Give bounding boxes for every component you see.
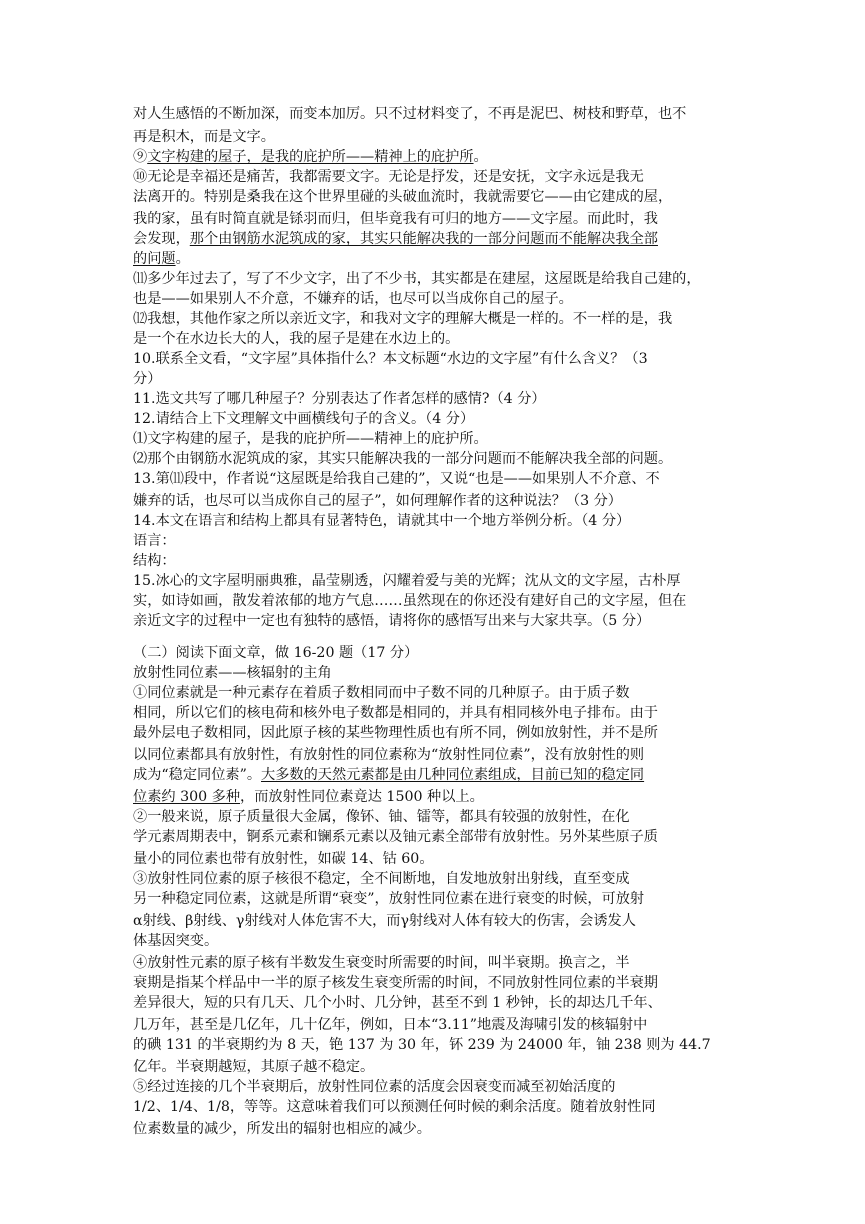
text-run: 分） — [133, 371, 162, 387]
text-line — [133, 511, 733, 531]
text-line — [133, 551, 733, 571]
text-run: 亲近文字的过程中一定也有独特的感悟，请将你的感悟写出来与大家共享。（5 分） — [133, 613, 651, 629]
underlined-text: 的问题 — [133, 251, 176, 267]
underlined-text: 那个由钢筋水泥筑成的家，其实只能解决我的一部分问题而不能解决我全部 — [189, 231, 658, 247]
text-run: 几万年，甚至是几亿年，几十亿年，例如，日本“3.11”地震及海啸引发的核辐射中 — [133, 1017, 648, 1033]
text-run: 亿年。半衰期越短，其原子越不稳定。 — [133, 1059, 375, 1075]
text-run: ⑴文字构建的屋子，是我的庇护所——精神上的庇护所。 — [133, 431, 488, 447]
text-line — [133, 953, 733, 973]
text-line — [133, 643, 733, 663]
text-run: 12.请结合上下文理解文中画横线句子的含义。（4 分） — [133, 411, 475, 427]
text-line — [133, 973, 733, 993]
underlined-text: 位素约 300 多种 — [133, 789, 241, 805]
text-run: 14.本文在语言和结构上都具有显著特色，请就其中一个地方举例分析。（4 分） — [133, 513, 631, 529]
text-run: 实，如诗如画，散发着浓郁的地方气息……虽然现在的你还没有建好自己的文字屋，但在 — [133, 593, 687, 609]
text-line — [133, 683, 733, 703]
text-run: 量小的同位素也带有放射性，如碳 14、钴 60。 — [133, 851, 434, 867]
text-run: ⑩无论是幸福还是痛苦，我都需要文字。无论是抒发，还是安抚，文字永远是我无 — [133, 169, 644, 185]
text-line — [133, 703, 733, 723]
text-run: ④放射性元素的原子核有半数发生衰变时所需要的时间，叫半衰期。换言之，半 — [133, 955, 630, 971]
text-run: 11.选文共写了哪几种屋子？分别表达了作者怎样的感情?（4 分） — [133, 391, 546, 407]
text-line — [133, 389, 733, 409]
text-line — [133, 369, 733, 389]
text-line — [133, 531, 733, 551]
text-line — [133, 249, 733, 269]
text-line — [133, 663, 733, 683]
text-line — [133, 1077, 733, 1097]
text-line — [133, 827, 733, 847]
text-run: ⑾多少年过去了，写了不少文字，出了不少书，其实都是在建屋，这屋既是给我自己建的， — [133, 271, 701, 287]
text-line — [133, 104, 733, 124]
text-line — [133, 745, 733, 765]
text-line — [133, 1097, 733, 1117]
text-line — [133, 449, 733, 469]
text-run: 对人生感悟的不断加深，而变本加厉。只不过材料变了，不再是泥巴、树枝和野草，也不 — [133, 106, 687, 122]
text-run: 13.第⑾段中，作者说“这屋既是给我自己建的”，又说“也是——如果别人不介意、不 — [133, 471, 660, 487]
text-run: 体基因突变。 — [133, 933, 219, 949]
text-run: 以同位素都具有放射性，有放射性的同位素称为“放射性同位素”，没有放射性的则 — [133, 747, 645, 763]
text-line — [133, 723, 733, 743]
text-line — [133, 571, 733, 591]
text-line — [133, 611, 733, 631]
text-run: ①同位素就是一种元素存在着质子数相同而中子数不同的几种原子。由于质子数 — [133, 685, 630, 701]
text-line — [133, 269, 733, 289]
text-run: 放射性同位素——核辐射的主角 — [133, 665, 332, 681]
text-run: 相同，所以它们的核电荷和核外电子数都是相同的，并具有相同核外电子排布。由于 — [133, 705, 658, 721]
text-line — [133, 591, 733, 611]
text-run: ⑿我想，其他作家之所以亲近文字，和我对文字的理解大概是一样的。不一样的是，我 — [133, 311, 673, 327]
text-run: 法离开的。特别是桑我在这个世界里碰的头破血流时，我就需要它——由它建成的屋， — [133, 189, 673, 205]
text-run: ③放射性同位素的原子核很不稳定，全不间断地，自发地放射出射线，直至变成 — [133, 871, 630, 887]
text-run: 是一个在水边长大的人，我的屋子是建在水边上的。 — [133, 331, 460, 347]
text-run: 。 — [175, 251, 190, 267]
text-line — [133, 993, 733, 1013]
text-run: 1/2、1/4、1/8，等等。这意味着我们可以预测任何时候的剩余活度。随着放射性同 — [133, 1099, 656, 1115]
text-line — [133, 931, 733, 951]
text-run: 结构： — [133, 553, 176, 569]
text-line — [133, 1057, 733, 1077]
text-line — [133, 889, 733, 909]
text-line — [133, 1015, 733, 1035]
text-run: 15.冰心的文字屋明丽典雅，晶莹剔透，闪耀着爱与美的光辉；沈从文的文字屋，古朴厚 — [133, 573, 681, 589]
text-run: 再是积木，而是文字。 — [133, 129, 275, 145]
text-run: ②一般来说，原子质量很大金属，像钚、铀、镭等，都具有较强的放射性，在化 — [133, 809, 630, 825]
text-run: 语言： — [133, 533, 176, 549]
text-line — [133, 229, 733, 249]
text-run: ⑤经过连接的几个半衰期后，放射性同位素的活度会因衰变而减至初始活度的 — [133, 1079, 616, 1095]
text-run: ⑨ — [133, 149, 148, 165]
text-run: 最外层电子数相同，因此原子核的某些物理性质也有所不同，例如放射性，并不是所 — [133, 725, 658, 741]
text-run: 我的家，虽有时简直就是铩羽而归，但毕竟我有可归的地方——文字屋。而此时，我 — [133, 211, 658, 227]
text-run: 学元素周期表中，锕系元素和镧系元素以及铀元素全部带有放射性。另外某些原子质 — [133, 829, 658, 845]
text-line — [133, 127, 733, 147]
text-line — [133, 1119, 733, 1139]
text-run: α射线、β射线、γ射线对人体危害不大，而γ射线对人体有较大的伤害，会诱发人 — [133, 913, 636, 929]
text-run: 衰期是指某个样品中一半的原子核发生衰变所需的时间，不同放射性同位素的半衰期 — [133, 975, 658, 991]
text-line — [133, 289, 733, 309]
text-line — [133, 167, 733, 187]
text-line — [133, 329, 733, 349]
text-line — [133, 849, 733, 869]
text-line — [133, 349, 733, 369]
text-run: 位素数量的减少，所发出的辐射也相应的减少。 — [133, 1121, 431, 1137]
text-line — [133, 409, 733, 429]
text-run: 成为“稳定同位素”。 — [133, 767, 262, 783]
text-line — [133, 491, 733, 511]
text-line — [133, 309, 733, 329]
text-run: 嫌弃的话，也尽可以当成你自己的屋子”，如何理解作者的这种说法？（3 分） — [133, 493, 622, 509]
text-run: 另一种稳定同位素，这就是所谓“衰变”，放射性同位素在进行衰变的时候，可放射 — [133, 891, 645, 907]
text-run: 。 — [473, 149, 488, 165]
text-line — [133, 209, 733, 229]
text-run: 10.联系全文看，“文字屋”具体指什么？本文标题“水边的文字屋”有什么含义？（3 — [133, 351, 648, 367]
underlined-text: 大多数的天然元素都是由几种同位素组成，目前已知的稳定同 — [261, 767, 645, 783]
underlined-text: 文字构建的屋子，是我的庇护所——精神上的庇护所 — [147, 149, 474, 165]
text-run: 会发现， — [133, 231, 190, 247]
text-run: （二）阅读下面文章，做 16-20 题（17 分） — [133, 645, 419, 661]
text-line — [133, 869, 733, 889]
text-line — [133, 1035, 733, 1055]
text-line — [133, 911, 733, 931]
text-line — [133, 187, 733, 207]
text-line — [133, 469, 733, 489]
text-run: ，而放射性同位素竟达 1500 种以上。 — [240, 789, 484, 805]
text-line — [133, 147, 733, 167]
text-run: 差异很大，短的只有几天、几个小时、几分钟，甚至不到 1 秒钟，长的却达几千年、 — [133, 995, 662, 1011]
text-line — [133, 807, 733, 827]
text-line — [133, 765, 733, 785]
text-line — [133, 429, 733, 449]
text-line — [133, 787, 733, 807]
text-run: 的碘 131 的半衰期约为 8 天，铯 137 为 30 年，钚 239 为 24000 年，铀 238 则为 44.7 — [133, 1037, 711, 1053]
text-run: ⑵那个由钢筋水泥筑成的家，其实只能解决我的一部分问题而不能解决我全部的问题。 — [133, 451, 673, 467]
text-run: 也是——如果别人不介意，不嫌弃的话，也尽可以当成你自己的屋子。 — [133, 291, 573, 307]
